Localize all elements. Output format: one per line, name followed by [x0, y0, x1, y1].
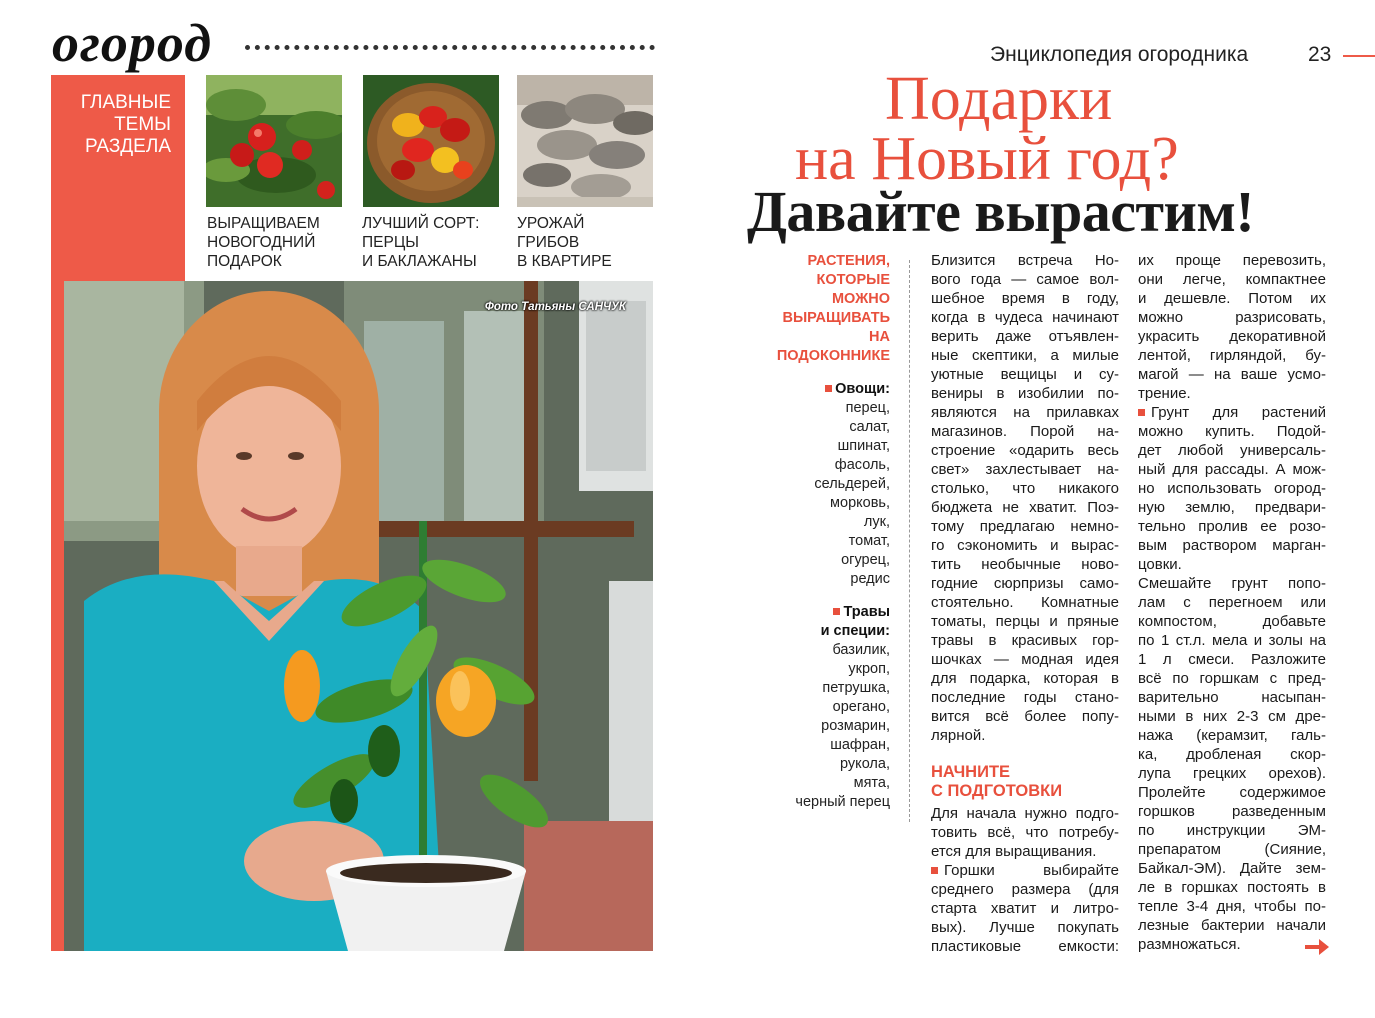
text-line: варительно насыпан-	[1138, 689, 1326, 706]
caption-line: ВЫРАЩИВАЕМ	[207, 215, 320, 232]
woman-with-pepper-plant-photo-icon	[64, 281, 653, 951]
sidebar-group-title-text: Овощи:	[835, 381, 890, 397]
text-line: ется для выращивания.	[931, 843, 1097, 860]
thumbnail-caption	[517, 214, 612, 271]
text-line: и дешевле. Потом их	[1138, 290, 1326, 307]
sidebar-group-title-line	[752, 380, 890, 399]
list-item: огурец,	[841, 552, 890, 568]
caption-line: НОВОГОДНИЙ	[207, 234, 316, 251]
section-title: огород	[52, 13, 213, 73]
list-item: черный перец	[795, 794, 890, 810]
caption-line: ГРИБОВ	[517, 234, 580, 251]
list-item: базилик,	[832, 642, 890, 658]
text-line: пластиковые емкости:	[931, 938, 1119, 955]
text-line: го сэкономить и вырас-	[931, 537, 1119, 554]
sidebar-heading-line: РАСТЕНИЯ,	[807, 253, 890, 269]
text-line: бюджета не хватит. Поэ-	[931, 499, 1119, 516]
text-line: вым раствором марган-	[1138, 537, 1326, 554]
sidebar-heading-line: МОЖНО	[831, 291, 890, 307]
text-line: когда в чудеса начинают	[931, 309, 1119, 326]
square-bullet-icon	[833, 608, 840, 615]
list-item: рукола,	[840, 756, 890, 772]
text-line: тить необычные ново-	[931, 556, 1119, 573]
text-line: компостом, добавьте	[1138, 613, 1326, 630]
sidebar-divider	[909, 260, 910, 822]
text-line: можно разрисовать,	[1138, 309, 1326, 326]
text-line	[931, 861, 1119, 880]
article-column-1-continued	[931, 804, 1119, 956]
sidebar-group-title-line: и специи:	[820, 623, 890, 639]
main-themes-line: РАЗДЕЛА	[84, 136, 171, 157]
list-item: орегано,	[832, 699, 890, 715]
text-line: травы в красивых гор-	[931, 632, 1119, 649]
text-line: 1 л смеси. Разложите	[1138, 651, 1326, 668]
text-line: лам с перегноем или	[1138, 594, 1326, 611]
text-line: Пролейте содержимое	[1138, 784, 1326, 801]
text-line: вится всё более попу-	[931, 708, 1119, 725]
page-number-rule	[1343, 55, 1375, 57]
text-line: среднего размера (для	[931, 881, 1119, 898]
text-line: свет» захлестывает на-	[931, 461, 1119, 478]
text-line: вениры в изобилии по-	[931, 385, 1119, 402]
sidebar-group-title-vegetables	[752, 380, 890, 399]
list-item: сельдерей,	[814, 476, 890, 492]
text-line: можно купить. Подой-	[1138, 423, 1326, 440]
text-line: Смешайте грунт попо-	[1138, 575, 1326, 592]
text-line: по 1 ст.л. мела и золы на	[1138, 632, 1326, 649]
list-item: укроп,	[848, 661, 890, 677]
text-line: ле в горшках постоять в	[1138, 879, 1326, 896]
list-item: салат,	[849, 419, 890, 435]
text-line: тому предлагаю немно-	[931, 518, 1119, 535]
list-item: розмарин,	[821, 718, 890, 734]
text-line: лупа грецких орехов).	[1138, 765, 1326, 782]
thumbnail-caption	[362, 214, 479, 271]
text-line: ный для рассады. А мож-	[1138, 461, 1326, 478]
thumbnail-peppers-basket[interactable]	[363, 75, 499, 207]
arrow-right-icon[interactable]	[1305, 938, 1329, 956]
sidebar-group-title-herbs	[752, 603, 890, 641]
text-line: всё по горшкам с пред-	[1138, 670, 1326, 687]
text-line: они легче, компактнее	[1138, 271, 1326, 288]
peppers-basket-photo-icon	[363, 75, 499, 207]
text-line: годние сюрпризы само-	[931, 575, 1119, 592]
text-line: Для начала нужно подго-	[931, 805, 1119, 822]
text-line: уютные вещицы и су-	[931, 366, 1119, 383]
text-line: лентой, гирляндой, бу-	[1138, 347, 1326, 364]
text-line: для подарка, которая в	[931, 670, 1119, 687]
list-item: шафран,	[830, 737, 890, 753]
square-bullet-icon	[1138, 409, 1145, 416]
text-line: товить всё, что потребу-	[931, 824, 1119, 841]
page-number: 23	[1308, 43, 1332, 66]
title-dotted-leader	[245, 45, 655, 50]
sidebar-heading-line: ПОДОКОННИКЕ	[776, 348, 890, 364]
sidebar-heading-line: НА	[869, 329, 890, 345]
text-line: шебное время в году,	[931, 290, 1119, 307]
sidebar-vegetables-list	[752, 399, 890, 589]
caption-line: ПЕРЦЫ	[362, 234, 420, 251]
caption-line: В КВАРТИРЕ	[517, 253, 612, 270]
subhead-line: С ПОДГОТОВКИ	[931, 782, 1063, 800]
sidebar-heading	[752, 252, 890, 366]
list-item: томат,	[848, 533, 890, 549]
text-line: последние годы стано-	[931, 689, 1119, 706]
text-line: ную землю, предвари-	[1138, 499, 1326, 516]
sidebar-plants-list	[752, 252, 890, 812]
text-line: ными в них 2-3 см дре-	[1138, 708, 1326, 725]
pepper-plant-photo-icon	[206, 75, 342, 207]
main-themes-label	[51, 92, 171, 158]
sidebar-heading-line: КОТОРЫЕ	[816, 272, 890, 288]
text-line: ка, дробленая скор-	[1138, 746, 1326, 763]
text-line: столько, что никакого	[931, 480, 1119, 497]
text-line: нажа (керамзит, галь-	[1138, 727, 1326, 744]
text-line: препаратом (Сияние,	[1138, 841, 1326, 858]
text-line: цовки.	[1138, 556, 1182, 573]
photo-credit: Фото Татьяны САНЧУК	[484, 301, 626, 313]
thumbnail-oyster-mushrooms[interactable]	[517, 75, 653, 207]
text-line: являются на прилавках	[931, 404, 1119, 421]
thumbnail-pepper-plant[interactable]	[206, 75, 342, 207]
headline-line-1: Подарки	[885, 65, 1113, 133]
text-line	[1138, 403, 1326, 422]
sidebar-group-title-line	[752, 603, 890, 622]
article-column-2	[1138, 251, 1326, 954]
text-line: магой — на ваше усмо-	[1138, 366, 1326, 383]
main-photo	[64, 281, 653, 951]
text-line: трение.	[1138, 385, 1191, 402]
headline-line-2: на Новый год?	[795, 125, 1179, 193]
text-line: лезные бактерии начали	[1138, 917, 1326, 934]
article-column-1	[931, 251, 1119, 745]
text-line: магазинов. Порой на-	[931, 423, 1119, 440]
text-line: Байкал-ЭМ). Дайте зем-	[1138, 860, 1326, 877]
text-line: вого года — самое вол-	[931, 271, 1119, 288]
text-line: стоятельно. Комнатные	[931, 594, 1119, 611]
list-item: шпинат,	[837, 438, 890, 454]
caption-line: ЛУЧШИЙ СОРТ:	[362, 215, 480, 232]
square-bullet-icon	[825, 385, 832, 392]
oyster-mushrooms-photo-icon	[517, 75, 653, 207]
text-line: вых). Лучше покупать	[931, 919, 1119, 936]
sidebar-group-title-text: Травы	[843, 604, 890, 620]
list-item: петрушка,	[822, 680, 890, 696]
text-line: верить даже отъявлен-	[931, 328, 1119, 345]
text-line-body: Грунт для растений	[1151, 404, 1326, 421]
text-line: по инструкции ЭМ-	[1138, 822, 1326, 839]
text-line: лярной.	[931, 727, 986, 744]
text-line: ные скептики, а милые	[931, 347, 1119, 364]
caption-line: И БАКЛАЖАНЫ	[362, 253, 477, 270]
text-line: строение «одарить весь	[931, 442, 1119, 459]
text-line: тельно пролив ее розо-	[1138, 518, 1326, 535]
text-line: украсить декоративной	[1138, 328, 1326, 345]
text-line: но использовать огород-	[1138, 480, 1326, 497]
caption-line: ПОДАРОК	[207, 253, 282, 270]
sidebar-heading-line: ВЫРАЩИВАТЬ	[782, 310, 890, 326]
text-line: шочках — модная идея	[931, 651, 1119, 668]
text-line: размножаться.	[1138, 936, 1241, 953]
running-head: Энциклопедия огородника	[990, 43, 1249, 66]
caption-line: УРОЖАЙ	[517, 215, 585, 232]
main-themes-line: ТЕМЫ	[114, 114, 171, 135]
list-item: перец,	[845, 400, 890, 416]
text-line-body: Горшки выбирайте	[944, 862, 1119, 879]
thumbnail-caption	[207, 214, 320, 271]
headline-line-3: Давайте вырастим!	[747, 179, 1255, 244]
text-line: их проще перевозить,	[1138, 252, 1326, 269]
list-item: лук,	[863, 514, 890, 530]
text-line: томаты, перцы и пряные	[931, 613, 1119, 630]
list-item: редис	[850, 571, 890, 587]
subhead-line: НАЧНИТЕ	[931, 763, 1011, 781]
text-line: старта хватит и литро-	[931, 900, 1119, 917]
text-line: дет любой универсаль-	[1138, 442, 1326, 459]
main-themes-line: ГЛАВНЫЕ	[80, 92, 171, 113]
text-line: тепле 3-4 дня, чтобы по-	[1138, 898, 1326, 915]
sidebar-herbs-list	[752, 641, 890, 812]
text-line: горшков разведенным	[1138, 803, 1326, 820]
list-item: мята,	[853, 775, 890, 791]
list-item: морковь,	[830, 495, 890, 511]
text-line: Близится встреча Но-	[931, 252, 1119, 269]
subhead-start-preparation	[931, 763, 1062, 801]
square-bullet-icon	[931, 867, 938, 874]
list-item: фасоль,	[834, 457, 890, 473]
